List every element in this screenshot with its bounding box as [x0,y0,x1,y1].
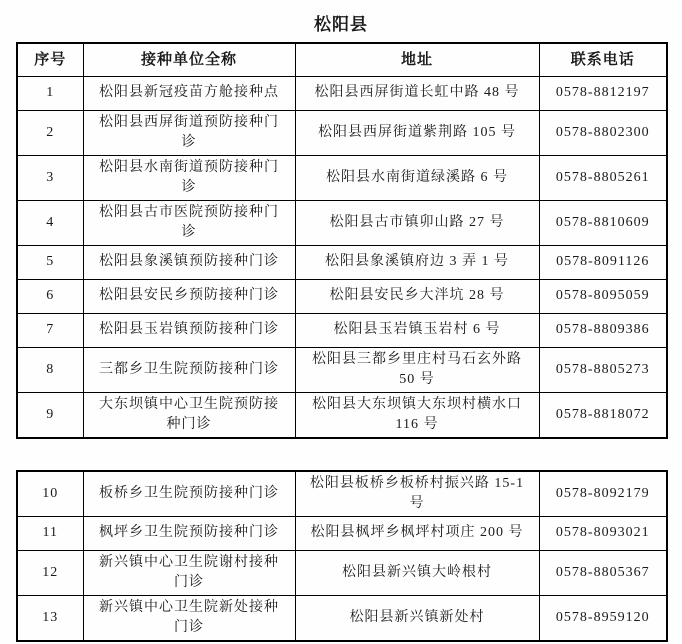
cell-unit-name: 三都乡卫生院预防接种门诊 [83,347,295,392]
cell-address: 松阳县象溪镇府边 3 弄 1 号 [295,245,539,279]
table-row [17,595,667,641]
cell-unit-name: 新兴镇中心卫生院谢村接种门诊 [83,550,295,595]
cell-phone: 0578-8805261 [539,155,667,200]
cell-phone: 0578-8092179 [539,471,667,517]
cell-phone: 0578-8805367 [539,550,667,595]
cell-address: 松阳县新兴镇大岭根村 [295,550,539,595]
cell-serial-number: 1 [17,76,83,110]
cell-address: 松阳县板桥乡板桥村振兴路 15-1 号 [295,471,539,517]
cell-unit-name: 松阳县新冠疫苗方舱接种点 [83,76,295,110]
cell-unit-name: 松阳县水南街道预防接种门诊 [83,155,295,200]
cell-unit-name: 松阳县古市医院预防接种门诊 [83,200,295,245]
header-unit-name: 接种单位全称 [83,43,295,76]
table-row [17,110,667,155]
cell-address: 松阳县玉岩镇玉岩村 6 号 [295,313,539,347]
table-row [17,76,667,110]
table-row [17,200,667,245]
cell-serial-number: 13 [17,595,83,641]
cell-serial-number: 2 [17,110,83,155]
table-row [17,392,667,438]
page-title: 松阳县 [314,15,368,34]
cell-serial-number: 5 [17,245,83,279]
cell-phone: 0578-8091126 [539,245,667,279]
cell-unit-name: 松阳县象溪镇预防接种门诊 [83,245,295,279]
cell-phone: 0578-8805273 [539,347,667,392]
header-address: 地址 [295,43,539,76]
cell-serial-number: 10 [17,471,83,517]
cell-serial-number: 11 [17,516,83,550]
table-row [17,516,667,550]
cell-serial-number: 12 [17,550,83,595]
cell-unit-name: 松阳县西屏街道预防接种门诊 [83,110,295,155]
cell-phone: 0578-8802300 [539,110,667,155]
table-row [17,313,667,347]
cell-phone: 0578-8812197 [539,76,667,110]
cell-phone: 0578-8095059 [539,279,667,313]
vaccination-sites-table-upper [16,42,668,439]
cell-unit-name: 新兴镇中心卫生院新处接种门诊 [83,595,295,641]
table-row [17,245,667,279]
cell-phone: 0578-8809386 [539,313,667,347]
header-serial-number: 序号 [17,43,83,76]
table-row [17,155,667,200]
cell-serial-number: 9 [17,392,83,438]
cell-phone: 0578-8810609 [539,200,667,245]
cell-unit-name: 板桥乡卫生院预防接种门诊 [83,471,295,517]
cell-serial-number: 8 [17,347,83,392]
cell-phone: 0578-8818072 [539,392,667,438]
header-phone: 联系电话 [539,43,667,76]
cell-address: 松阳县水南街道绿溪路 6 号 [295,155,539,200]
cell-serial-number: 4 [17,200,83,245]
cell-phone: 0578-8093021 [539,516,667,550]
cell-address: 松阳县新兴镇新处村 [295,595,539,641]
cell-unit-name: 枫坪乡卫生院预防接种门诊 [83,516,295,550]
cell-address: 松阳县安民乡大泮坑 28 号 [295,279,539,313]
cell-address: 松阳县枫坪乡枫坪村项庄 200 号 [295,516,539,550]
table-header-row [17,43,667,76]
cell-serial-number: 3 [17,155,83,200]
table-row [17,550,667,595]
table-row [17,279,667,313]
cell-address: 松阳县大东坝镇大东坝村横水口 116 号 [295,392,539,438]
cell-phone: 0578-8959120 [539,595,667,641]
cell-address: 松阳县西屏街道紫荆路 105 号 [295,110,539,155]
cell-address: 松阳县西屏街道长虹中路 48 号 [295,76,539,110]
cell-unit-name: 松阳县玉岩镇预防接种门诊 [83,313,295,347]
table-row [17,347,667,392]
table-row [17,471,667,517]
vaccination-sites-table-lower [16,470,668,642]
cell-serial-number: 6 [17,279,83,313]
cell-unit-name: 松阳县安民乡预防接种门诊 [83,279,295,313]
cell-unit-name: 大东坝镇中心卫生院预防接种门诊 [83,392,295,438]
cell-address: 松阳县三都乡里庄村马石玄外路 50 号 [295,347,539,392]
cell-address: 松阳县古市镇卯山路 27 号 [295,200,539,245]
cell-serial-number: 7 [17,313,83,347]
